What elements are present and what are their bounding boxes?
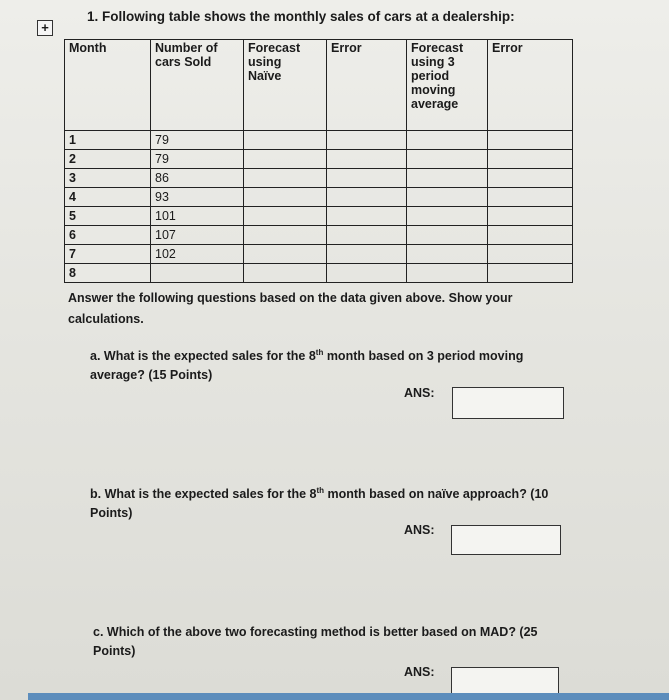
month-cell: 6 — [65, 226, 151, 245]
question-title: 1. Following table shows the monthly sales of cars at a dealership: — [87, 9, 515, 24]
month-cell: 2 — [65, 150, 151, 169]
ma-forecast-cell[interactable] — [407, 150, 488, 169]
table-row — [65, 150, 573, 169]
naive-forecast-cell[interactable] — [244, 264, 327, 283]
ma-error-cell[interactable] — [488, 188, 573, 207]
naive-forecast-cell[interactable] — [244, 131, 327, 150]
naive-forecast-cell[interactable] — [244, 245, 327, 264]
plus-move-icon[interactable]: + — [37, 20, 53, 36]
ma-error-cell[interactable] — [488, 207, 573, 226]
sales-table — [64, 39, 573, 283]
table-row — [65, 169, 573, 188]
ma-forecast-cell[interactable] — [407, 226, 488, 245]
ma-error-cell[interactable] — [488, 226, 573, 245]
ma-error-cell[interactable] — [488, 169, 573, 188]
ma-error-cell[interactable] — [488, 131, 573, 150]
sold-cell[interactable]: 86 — [151, 169, 244, 188]
ma-forecast-cell[interactable] — [407, 131, 488, 150]
table-row — [65, 264, 573, 283]
sold-cell[interactable]: 101 — [151, 207, 244, 226]
naive-error-cell[interactable] — [327, 188, 407, 207]
header-month: Month — [65, 40, 151, 131]
month-cell: 1 — [65, 131, 151, 150]
answer-a-label: ANS: — [404, 386, 435, 400]
month-cell: 7 — [65, 245, 151, 264]
answer-b-box[interactable] — [451, 525, 561, 555]
table-header-row — [65, 40, 573, 131]
header-cars-sold: Number of cars Sold — [151, 40, 244, 131]
question-a: a. What is the expected sales for the 8th month based on 3 period moving average? (15 Points) — [90, 348, 524, 383]
naive-forecast-cell[interactable] — [244, 150, 327, 169]
header-error-ma: Error — [488, 40, 573, 131]
question-c: c. Which of the above two forecasting method is better based on MAD? (25 Points) — [93, 625, 538, 658]
table-row — [65, 188, 573, 207]
month-cell: 8 — [65, 264, 151, 283]
sold-cell[interactable]: 107 — [151, 226, 244, 245]
naive-forecast-cell[interactable] — [244, 188, 327, 207]
naive-forecast-cell[interactable] — [244, 169, 327, 188]
ma-error-cell[interactable] — [488, 264, 573, 283]
naive-error-cell[interactable] — [327, 207, 407, 226]
answer-c-label: ANS: — [404, 665, 435, 679]
naive-forecast-cell[interactable] — [244, 207, 327, 226]
naive-forecast-cell[interactable] — [244, 226, 327, 245]
naive-error-cell[interactable] — [327, 169, 407, 188]
table-row — [65, 245, 573, 264]
answer-c-box[interactable] — [451, 667, 559, 695]
instructions-text: Answer the following questions based on the data given above. Show your calculations. — [68, 291, 513, 326]
sold-cell[interactable]: 79 — [151, 131, 244, 150]
header-ma-forecast: Forecast using 3 period moving average — [407, 40, 488, 131]
sold-cell[interactable] — [151, 264, 244, 283]
table-row — [65, 226, 573, 245]
answer-b-label: ANS: — [404, 523, 435, 537]
table-row — [65, 131, 573, 150]
naive-error-cell[interactable] — [327, 150, 407, 169]
naive-error-cell[interactable] — [327, 226, 407, 245]
naive-error-cell[interactable] — [327, 131, 407, 150]
ma-forecast-cell[interactable] — [407, 264, 488, 283]
bottom-blue-strip — [28, 693, 669, 700]
ma-forecast-cell[interactable] — [407, 188, 488, 207]
answer-a-box[interactable] — [452, 387, 564, 419]
month-cell: 4 — [65, 188, 151, 207]
sold-cell[interactable]: 93 — [151, 188, 244, 207]
month-cell: 3 — [65, 169, 151, 188]
month-cell: 5 — [65, 207, 151, 226]
naive-error-cell[interactable] — [327, 245, 407, 264]
header-error-naive: Error — [327, 40, 407, 131]
question-b: b. What is the expected sales for the 8th month based on naïve approach? (10 Points) — [90, 486, 549, 521]
naive-error-cell[interactable] — [327, 264, 407, 283]
ma-forecast-cell[interactable] — [407, 169, 488, 188]
ma-forecast-cell[interactable] — [407, 245, 488, 264]
sold-cell[interactable]: 79 — [151, 150, 244, 169]
ma-error-cell[interactable] — [488, 245, 573, 264]
ma-forecast-cell[interactable] — [407, 207, 488, 226]
ma-error-cell[interactable] — [488, 150, 573, 169]
table-row — [65, 207, 573, 226]
sold-cell[interactable]: 102 — [151, 245, 244, 264]
header-naive-forecast: Forecast using Naïve — [244, 40, 327, 131]
